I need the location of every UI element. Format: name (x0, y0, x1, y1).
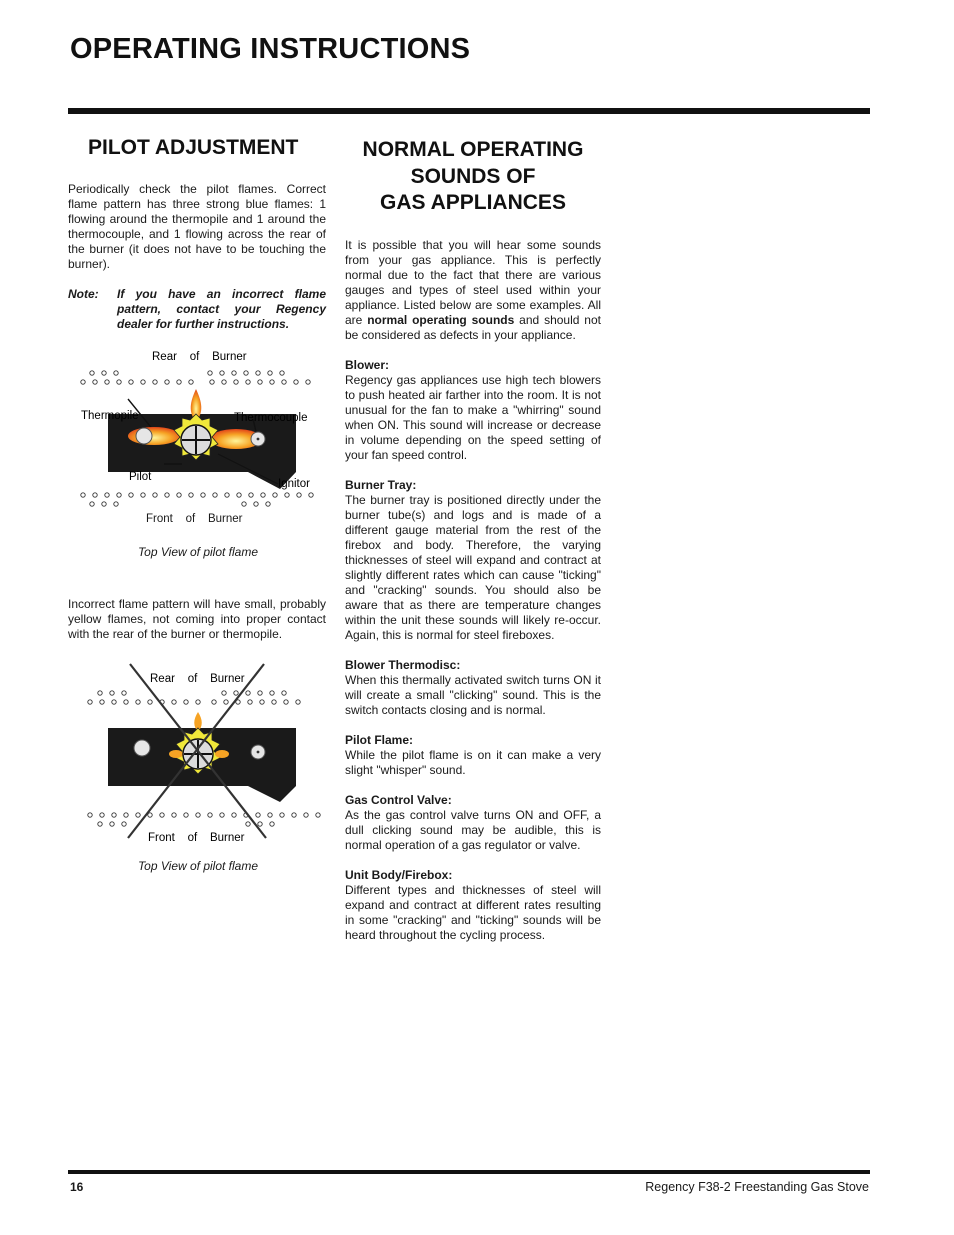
correct-flame-illustration (68, 344, 326, 519)
pilot-label: Pilot (129, 471, 152, 483)
page-title: OPERATING INSTRUCTIONS (70, 33, 471, 65)
note-text: If you have an incorrect flame pattern, contact your Regency dealer for further instructions. (117, 287, 326, 331)
pilot-adjustment-section (68, 130, 326, 873)
intro-text-2: and should not be considered as defects in your appliance. (345, 312, 601, 342)
heading-line-1: NORMAL OPERATING (362, 138, 584, 161)
sound-item-burner-tray (345, 478, 601, 643)
thermopile-rod-2 (134, 740, 150, 756)
correct-flame-diagram (68, 344, 326, 559)
document-title: Regency F38-2 Freestanding Gas Stove (645, 1180, 869, 1194)
heading-line-3: GAS APPLIANCES (380, 191, 566, 214)
correct-flame-caption: Top View of pilot flame (137, 545, 259, 559)
sound-item-text: The burner tray is positioned directly under the burner tube(s) and logs and is made of a different gauge material from the rest of the firebox and body. Therefore, the varying thicknesses of steel will expand and contract at slightly different rates which can cause "ticking" and "cracking" sounds. You should also be aware that as there are temperature changes within the unit these sounds will likely re-occur. Again, this is normal for steel fireboxes. (345, 492, 601, 642)
header-rule (68, 108, 870, 114)
rear-burner-ports-2 (88, 691, 300, 704)
normal-sounds-section (345, 130, 601, 943)
incorrect-flame-paragraph: Incorrect flame pattern will have small, probably yellow flames, not coming into proper contact with the rear of the burner or thermopile. (68, 597, 326, 641)
small-left-flame (169, 750, 183, 758)
incorrect-flame-diagram (68, 660, 326, 873)
sound-item-blower-thermodisc (345, 658, 601, 718)
thermopile-rod (136, 428, 152, 444)
sound-item-text: When this thermally activated switch turns ON it will create a small "clicking" sound. This is the switch contacts closing and is normal. (345, 672, 601, 717)
incorrect-flame-illustration (68, 660, 326, 845)
sound-item-title: Burner Tray: (345, 477, 417, 492)
heading-line-2: SOUNDS OF (410, 164, 536, 188)
sound-item-title: Pilot Flame: (345, 732, 414, 747)
intro-bold-text: normal operating sounds (367, 312, 515, 327)
sound-item-title: Blower Thermodisc: (345, 657, 461, 672)
note-label: Note: (68, 287, 99, 301)
sound-item-title: Gas Control Valve: (345, 792, 452, 807)
normal-sounds-heading (345, 137, 601, 217)
front-of-burner-label-2: Front of Burner (148, 832, 245, 844)
front-burner-ports-2 (88, 813, 320, 826)
sound-item-text: While the pilot flame is on it can make a very slight "whisper" sound. (345, 747, 601, 777)
sound-item-text: Regency gas appliances use high tech blowers to push heated air farther into the room. It is not unusual for the fan to make a "whirring" sound when ON. This sound will increase or decrease in volume depending on the speed setting of your fan speed control. (345, 372, 601, 462)
pilot-adjustment-heading: PILOT ADJUSTMENT (88, 136, 299, 159)
sound-item-unit-body (345, 868, 601, 943)
small-right-flame (215, 750, 229, 758)
intro-text-1: It is possible that you will hear some sounds from your gas appliance. This is perfectly normal due to the fact that there are various gauges and types of steel used within your appliance. Listed below are some examples. All are (345, 237, 601, 327)
sound-item-blower (345, 358, 601, 463)
ignitor-label: Ignitor (278, 478, 310, 490)
pilot-note (68, 287, 326, 332)
sound-item-pilot-flame (345, 733, 601, 778)
thermocouple-label: Thermocouple (234, 412, 308, 424)
page-number: 16 (70, 1180, 84, 1194)
incorrect-flame-caption: Top View of pilot flame (137, 859, 259, 873)
sounds-intro-paragraph (345, 238, 601, 343)
sound-item-title: Blower: (345, 357, 390, 372)
thermopile-label: Thermopile (81, 410, 139, 422)
sound-item-text: As the gas control valve turns ON and OFF, a dull clicking sound may be audible, this is normal operation of a gas regulator or valve. (345, 807, 601, 852)
rear-of-burner-label-2: Rear of Burner (150, 673, 245, 685)
sound-item-text: Different types and thicknesses of steel will expand and contract at different rates resulting in some "cracking" and "ticking" sounds will be heard throughout the cycling process. (345, 882, 601, 942)
pilot-intro-paragraph: Periodically check the pilot flames. Correct flame pattern has three strong blue flames: 1 flowing around the thermopile and 1 around the thermocouple, and 1 flowing across the rear of the burner (it does not have to be touching the burner). (68, 182, 326, 271)
rear-of-burner-label: Rear of Burner (152, 351, 247, 363)
front-burner-ports (81, 493, 313, 506)
footer-rule (68, 1170, 870, 1174)
front-of-burner-label: Front of Burner (146, 513, 243, 525)
sound-item-gas-control-valve (345, 793, 601, 853)
sound-item-title: Unit Body/Firebox: (345, 867, 453, 882)
rear-burner-ports (81, 371, 310, 384)
